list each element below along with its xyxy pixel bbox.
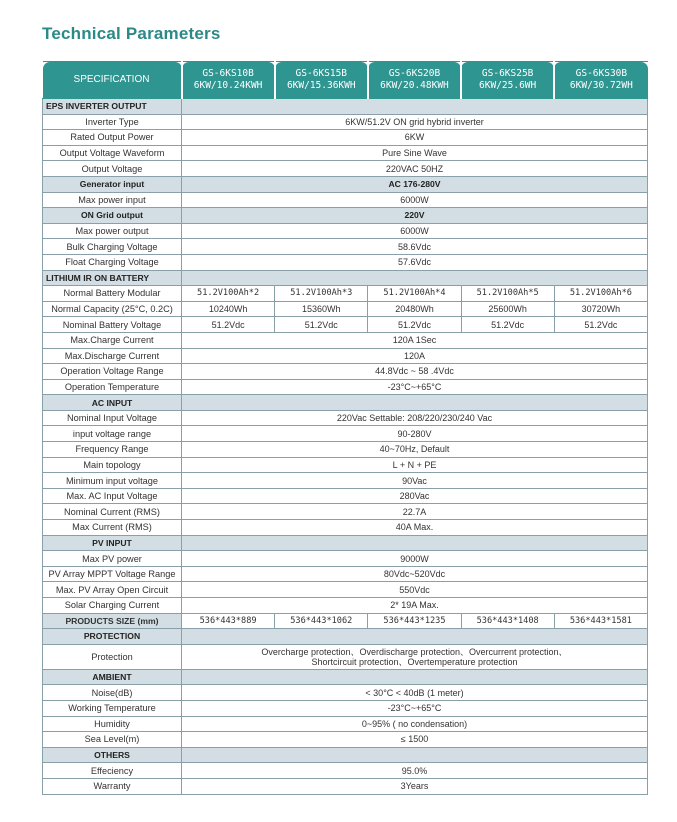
table-cell: 51.2V100Ah*2 <box>182 286 275 302</box>
table-cell <box>182 395 648 411</box>
table-row <box>43 379 648 395</box>
table-row <box>43 457 648 473</box>
section-row <box>43 208 648 224</box>
table-cell: Nominal Current (RMS) <box>43 504 182 520</box>
table-cell: 120A <box>182 348 648 364</box>
table-row <box>43 504 648 520</box>
table-row <box>43 685 648 701</box>
table-cell: Inverter Type <box>43 114 182 130</box>
table-row <box>43 364 648 380</box>
section-row <box>43 270 648 286</box>
table-cell: 3Years <box>182 778 648 794</box>
table-cell: 220VAC 50HZ <box>182 161 648 177</box>
table-cell: L + N + PE <box>182 457 648 473</box>
table-row <box>43 161 648 177</box>
model-header <box>554 62 647 99</box>
section-row <box>43 176 648 192</box>
table-row <box>43 613 648 629</box>
section-row <box>43 669 648 685</box>
table-row <box>43 488 648 504</box>
table-cell: 51.2Vdc <box>182 317 275 333</box>
table-cell <box>182 535 648 551</box>
table-cell: Frequency Range <box>43 442 182 458</box>
model-header <box>182 62 275 99</box>
table-cell: Normal Battery Modular <box>43 286 182 302</box>
table-cell: 536*443*1408 <box>461 613 554 629</box>
table-cell <box>182 270 648 286</box>
table-cell: Float Charging Voltage <box>43 254 182 270</box>
section-row <box>43 747 648 763</box>
table-row <box>43 732 648 748</box>
cell-text: Overcharge protection、Overdischarge protection、Overcurrent protection、 <box>261 646 568 657</box>
table-row <box>43 130 648 146</box>
cell-text: 6KW/15.36KWH <box>286 80 356 91</box>
table-cell: 550Vdc <box>182 582 648 598</box>
table-row <box>43 145 648 161</box>
table-cell: input voltage range <box>43 426 182 442</box>
table-cell: 280Vac <box>182 488 648 504</box>
table-cell: 30720Wh <box>554 301 647 317</box>
cell-text: 6KW/25.6WH <box>479 80 537 91</box>
table-cell: 536*443*1581 <box>554 613 647 629</box>
table-row <box>43 223 648 239</box>
cell-text: 6KW/30.72WH <box>569 80 633 91</box>
table-cell: 0~95% ( no condensation) <box>182 716 648 732</box>
table-cell: Pure Sine Wave <box>182 145 648 161</box>
table-cell: Nominal Battery Voltage <box>43 317 182 333</box>
model-header <box>368 62 461 99</box>
table-cell <box>182 99 648 115</box>
table-cell: Normal Capacity (25°C, 0.2C) <box>43 301 182 317</box>
table-cell: PV INPUT <box>43 535 182 551</box>
table-cell: Max. AC Input Voltage <box>43 488 182 504</box>
page-title: Technical Parameters <box>42 24 221 43</box>
table-cell: Max.Discharge Current <box>43 348 182 364</box>
table-row <box>43 551 648 567</box>
section-row <box>43 395 648 411</box>
table-row <box>43 348 648 364</box>
table-cell: 44.8Vdc ~ 58 .4Vdc <box>182 364 648 380</box>
table-row <box>43 114 648 130</box>
table-cell: 536*443*1062 <box>275 613 368 629</box>
cell-text: GS-6KS15B <box>295 68 348 79</box>
table-cell: PV Array MPPT Voltage Range <box>43 566 182 582</box>
section-row <box>43 629 648 645</box>
table-cell: Output Voltage <box>43 161 182 177</box>
model-header <box>461 62 554 99</box>
table-row <box>43 598 648 614</box>
table-cell: 80Vdc~520Vdc <box>182 566 648 582</box>
table-row <box>43 301 648 317</box>
table-cell: 51.2V100Ah*6 <box>554 286 647 302</box>
table-cell: 6KW/51.2V ON grid hybrid inverter <box>182 114 648 130</box>
cell-text: 6KW/20.48KWH <box>380 80 449 91</box>
table-cell <box>182 669 648 685</box>
cell-text: GS-6KS25B <box>481 68 534 79</box>
table-cell: 6000W <box>182 223 648 239</box>
table-cell: 10240Wh <box>182 301 275 317</box>
table-row <box>43 254 648 270</box>
table-cell: 51.2Vdc <box>461 317 554 333</box>
table-row <box>43 566 648 582</box>
table-cell: Rated Output Power <box>43 130 182 146</box>
table-cell: 15360Wh <box>275 301 368 317</box>
table-cell: Protection <box>43 644 182 669</box>
table-cell: 20480Wh <box>368 301 461 317</box>
table-cell: 536*443*1235 <box>368 613 461 629</box>
table-row <box>43 778 648 794</box>
table-row <box>43 426 648 442</box>
table-cell: ≤ 1500 <box>182 732 648 748</box>
table-cell: 2* 19A Max. <box>182 598 648 614</box>
spec-header: SPECIFICATION <box>43 62 182 99</box>
table-cell: 120A 1Sec <box>182 332 648 348</box>
table-cell: Nominal Input Voltage <box>43 410 182 426</box>
table-row <box>43 582 648 598</box>
table-cell: Bulk Charging Voltage <box>43 239 182 255</box>
table-cell: 90-280V <box>182 426 648 442</box>
table-row <box>43 410 648 426</box>
table-cell: Max Current (RMS) <box>43 520 182 536</box>
table-cell: 58.6Vdc <box>182 239 648 255</box>
table-cell: ON Grid output <box>43 208 182 224</box>
spec-table <box>42 61 648 795</box>
table-cell: Generator input <box>43 176 182 192</box>
table-cell: 90Vac <box>182 473 648 489</box>
table-cell: 51.2Vdc <box>554 317 647 333</box>
cell-text: 6KW/10.24KWH <box>193 80 263 91</box>
table-cell: -23°C~+65°C <box>182 379 648 395</box>
table-cell: 6000W <box>182 192 648 208</box>
table-cell: 95.0% <box>182 763 648 779</box>
table-cell: Max power input <box>43 192 182 208</box>
table-cell: 51.2V100Ah*5 <box>461 286 554 302</box>
table-cell: -23°C~+65°C <box>182 700 648 716</box>
table-cell: Warranty <box>43 778 182 794</box>
table-cell <box>182 629 648 645</box>
cell-text: Shortcircuit protection、Overtemperature protection <box>311 656 518 667</box>
table-cell: OTHERS <box>43 747 182 763</box>
table-cell: 40~70Hz, Default <box>182 442 648 458</box>
table-cell: Solar Charging Current <box>43 598 182 614</box>
table-cell: LITHIUM IR ON BATTERY <box>43 270 182 286</box>
cell-text: GS-6KS10B <box>202 68 254 79</box>
table-cell: Operation Temperature <box>43 379 182 395</box>
table-cell: 220V <box>182 208 648 224</box>
table-row <box>43 286 648 302</box>
table-cell: 40A Max. <box>182 520 648 536</box>
table-row <box>43 239 648 255</box>
table-cell: 9000W <box>182 551 648 567</box>
table-cell: Humidity <box>43 716 182 732</box>
table-row <box>43 700 648 716</box>
table-cell: Minimum input voltage <box>43 473 182 489</box>
table-cell: 51.2Vdc <box>368 317 461 333</box>
table-cell: Noise(dB) <box>43 685 182 701</box>
table-cell: 536*443*889 <box>182 613 275 629</box>
table-row <box>43 644 648 669</box>
table-header-row <box>43 62 648 99</box>
table-cell: Working Temperature <box>43 700 182 716</box>
table-cell: 6KW <box>182 130 648 146</box>
table-row <box>43 317 648 333</box>
table-row <box>43 192 648 208</box>
table-cell <box>182 747 648 763</box>
model-header <box>275 62 368 99</box>
table-cell: Max power output <box>43 223 182 239</box>
table-cell: Output Voltage Waveform <box>43 145 182 161</box>
table-cell: AMBIENT <box>43 669 182 685</box>
table-cell: 57.6Vdc <box>182 254 648 270</box>
table-cell: Effeciency <box>43 763 182 779</box>
cell-text: GS-6KS30B <box>575 68 628 79</box>
table-cell: PRODUCTS SIZE (mm) <box>43 613 182 629</box>
table-cell: 220Vac Settable: 208/220/230/240 Vac <box>182 410 648 426</box>
table-cell: AC 176-280V <box>182 176 648 192</box>
table-cell: Main topology <box>43 457 182 473</box>
table-cell: 22.7A <box>182 504 648 520</box>
table-cell: EPS INVERTER OUTPUT <box>43 99 182 115</box>
table-cell: 51.2V100Ah*4 <box>368 286 461 302</box>
table-cell: Sea Level(m) <box>43 732 182 748</box>
section-row <box>43 535 648 551</box>
table-cell: Max.Charge Current <box>43 332 182 348</box>
table-row <box>43 520 648 536</box>
table-cell: Operation Voltage Range <box>43 364 182 380</box>
table-cell: 51.2V100Ah*3 <box>275 286 368 302</box>
table-row <box>43 442 648 458</box>
table-row <box>43 716 648 732</box>
table-cell: 25600Wh <box>461 301 554 317</box>
table-cell: 51.2Vdc <box>275 317 368 333</box>
table-cell <box>182 644 648 669</box>
table-row <box>43 332 648 348</box>
table-cell: < 30°C < 40dB (1 meter) <box>182 685 648 701</box>
table-cell: Max. PV Array Open Circuit <box>43 582 182 598</box>
table-row <box>43 763 648 779</box>
table-cell: Max PV power <box>43 551 182 567</box>
table-cell: PROTECTION <box>43 629 182 645</box>
cell-text: GS-6KS20B <box>388 68 441 79</box>
table-row <box>43 473 648 489</box>
section-row <box>43 99 648 115</box>
table-cell: AC INPUT <box>43 395 182 411</box>
